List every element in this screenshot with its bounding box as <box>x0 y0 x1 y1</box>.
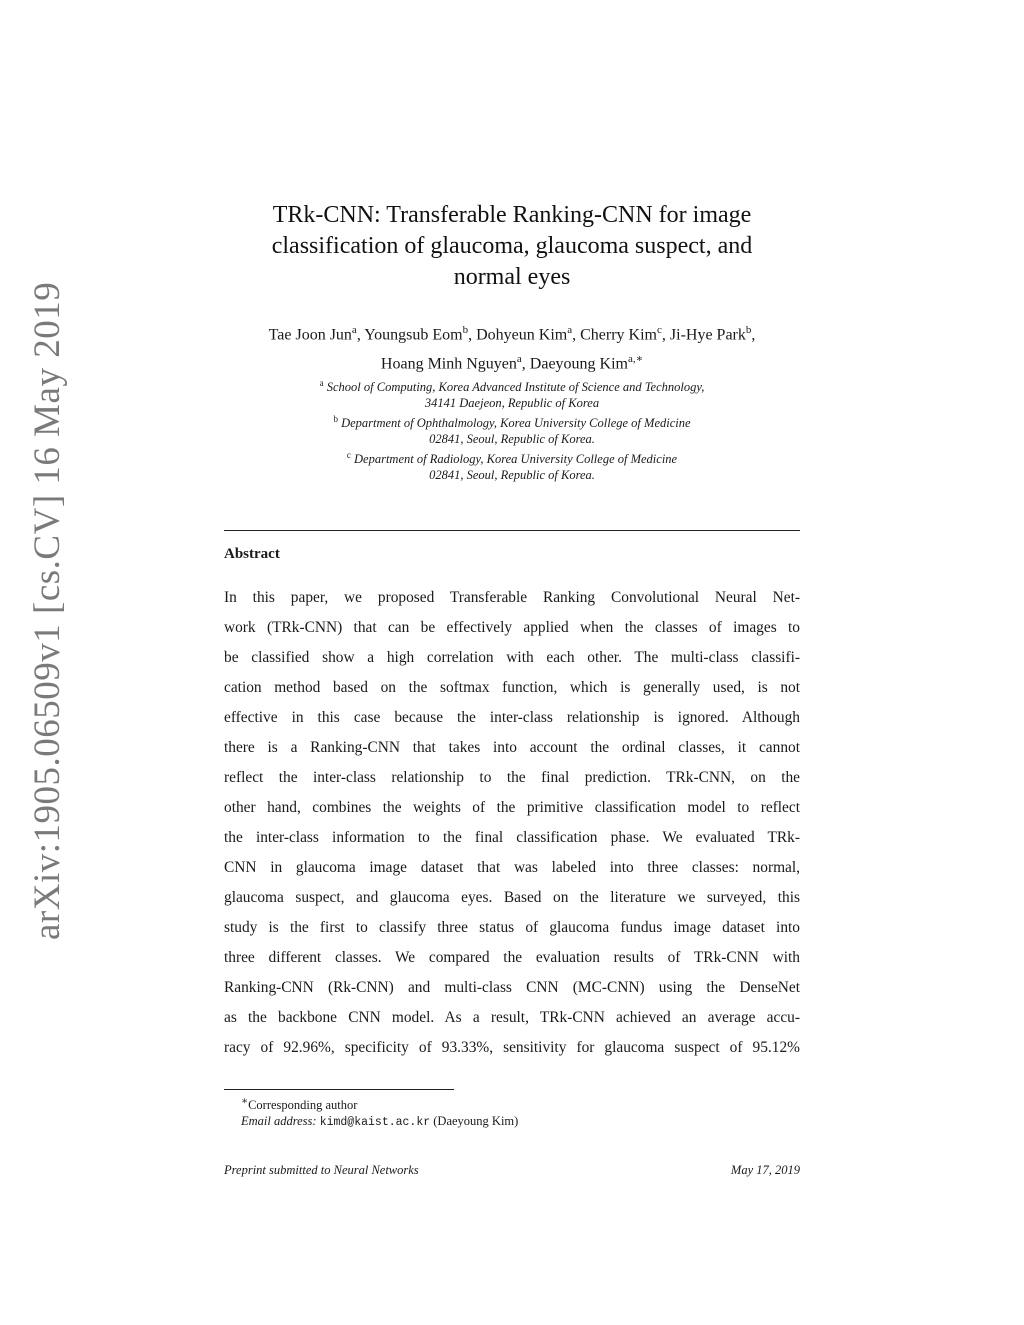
abstract-line: racy of 92.96%, specificity of 93.33%, sensitivity for glaucoma suspect of 95.12% <box>224 1039 800 1056</box>
abstract-body <box>224 583 800 1063</box>
author-name: Daeyoung Kim <box>529 355 628 373</box>
title-line: TRk-CNN: Transferable Ranking-CNN for image <box>272 202 752 228</box>
affiliation-mark: c <box>346 450 351 461</box>
affiliation-text: Department of Ophthalmology, Korea University College of Medicine <box>341 416 691 431</box>
abstract-line: In this paper, we proposed Transferable Ranking Convolutional Neural Net- <box>224 589 800 606</box>
abstract-line: the inter-class information to the final classification phase. We evaluated TRk- <box>224 829 800 846</box>
footnote-rule <box>224 1089 454 1090</box>
title-line: normal eyes <box>453 264 571 290</box>
affiliation-text: School of Computing, Korea Advanced Institute of Science and Technology, <box>326 380 705 395</box>
affiliation-mark: a <box>319 378 324 388</box>
corresponding-author-label: Corresponding author <box>248 1098 358 1113</box>
author-name: Tae Joon Jun <box>268 326 352 344</box>
author-name: Ji-Hye Park <box>669 326 746 344</box>
title-line: classification of glaucoma, glaucoma suspect, and <box>271 233 753 259</box>
affiliation-list <box>224 375 800 483</box>
email-owner: (Daeyoung Kim) <box>433 1114 519 1129</box>
footnote <box>224 1094 800 1131</box>
affiliation-c <box>224 447 800 467</box>
preprint-date: May 17, 2019 <box>730 1163 800 1177</box>
author-line-1: Tae Joon Jun$^a$, Youngsub Eom$^b$, Dohyeun Kim$^a$, Cherry Kim$^c$, Ji-Hye Park$^b$, <box>268 324 756 344</box>
abstract-line: three different classes. We compared the evaluation results of TRk-CNN with <box>224 949 800 966</box>
author-name: Dohyeun Kim <box>476 326 568 344</box>
affiliation-c-address: 02841, Seoul, Republic of Korea. <box>429 468 595 483</box>
author-name: Cherry Kim <box>580 326 657 344</box>
abstract-line: other hand, combines the weights of the primitive classification model to reflect <box>224 799 800 816</box>
abstract-line: glaucoma suspect, and glaucoma eyes. Based on the literature we surveyed, this <box>224 889 800 906</box>
author-affiliation-mark: b <box>462 324 469 336</box>
affiliation-b-address: 02841, Seoul, Republic of Korea. <box>429 432 595 447</box>
corresponding-author-note <box>224 1094 800 1113</box>
author-list <box>200 318 824 377</box>
email-link[interactable]: kimd@kaist.ac.kr <box>319 1116 431 1130</box>
author-name: Hoang Minh Nguyen <box>380 355 517 373</box>
author-name: Youngsub Eom <box>364 326 463 344</box>
abstract-line: as the backbone CNN model. As a result, TRk-CNN achieved an average accu- <box>224 1009 800 1026</box>
abstract-line: CNN in glaucoma image dataset that was labeled into three classes: normal, <box>224 859 800 876</box>
arxiv-sidebar-stamp <box>8 281 88 940</box>
author-affiliation-mark: a <box>351 324 357 336</box>
email-note <box>224 1113 800 1131</box>
author-affiliation-mark: a,∗ <box>627 353 644 366</box>
author-affiliation-mark: a <box>567 324 573 336</box>
author-line-2: Hoang Minh Nguyen$^a$, Daeyoung Kim$^{a,∗}$ <box>380 353 644 373</box>
affiliation-a <box>224 375 800 395</box>
abstract-line: Ranking-CNN (Rk-CNN) and multi-class CNN (MC-CNN) using the DenseNet <box>224 979 800 996</box>
abstract-line: study is the first to classify three status of glaucoma fundus image dataset into <box>224 919 800 936</box>
abstract-top-rule <box>224 530 800 531</box>
preprint-note: Preprint submitted to Neural Networks <box>224 1163 419 1177</box>
affiliation-text: Department of Radiology, Korea University College of Medicine <box>354 452 678 467</box>
affiliation-a-address: 34141 Daejeon, Republic of Korea <box>424 396 600 411</box>
abstract-line: reflect the inter-class relationship to the final prediction. TRk-CNN, on the <box>224 769 800 786</box>
author-affiliation-mark: b <box>745 324 752 336</box>
author-affiliation-mark: c <box>657 324 662 336</box>
abstract-heading: Abstract <box>224 546 280 562</box>
affiliation-mark: b <box>333 414 338 425</box>
footnote-mark: ∗ <box>241 1096 249 1107</box>
abstract-line: cation method based on the softmax function, which is generally used, is not <box>224 679 800 696</box>
abstract-line: effective in this case because the inter-class relationship is ignored. Although <box>224 709 800 726</box>
author-affiliation-mark: a <box>516 353 522 366</box>
arxiv-identifier: arXiv:1905.06509v1 [cs.CV] 16 May 2019 <box>27 281 68 940</box>
abstract-line: be classified show a high correlation with each other. The multi-class classifi- <box>224 649 800 666</box>
affiliation-b <box>224 411 800 431</box>
abstract-line: there is a Ranking-CNN that takes into account the ordinal classes, it cannot <box>224 739 800 756</box>
paper-title <box>224 200 800 293</box>
abstract-line: work (TRk-CNN) that can be effectively applied when the classes of images to <box>224 619 800 636</box>
email-label: Email address: <box>241 1114 317 1129</box>
